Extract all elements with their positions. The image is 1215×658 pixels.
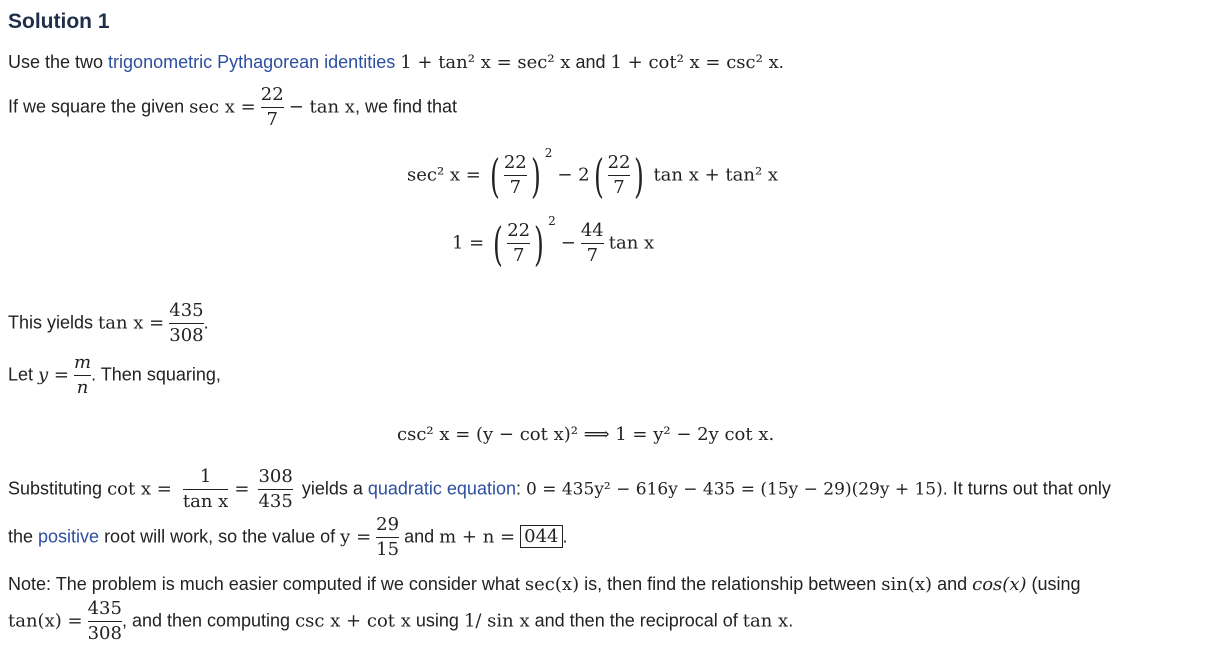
text: .	[203, 312, 209, 333]
math-quadratic: 0 = 435y² − 616y − 435 = (15y − 29)(29y + 15)	[526, 479, 943, 500]
text: . Then squaring,	[91, 364, 221, 385]
text: (using	[1026, 574, 1081, 594]
math-y: y =	[38, 364, 70, 386]
eq1-frac-2: $\frac{22}{7}$	[607, 152, 631, 198]
math-sec: sec x =	[189, 96, 256, 118]
note-line-2	[8, 598, 793, 645]
eq1-tail: tan x + tan² x	[653, 164, 779, 186]
equation-one: 1 = ( $\frac{22}{7}$ ) $^2$ − $\frac{44}{7}$ tan x	[452, 214, 655, 271]
text: the	[8, 526, 39, 547]
positive-link[interactable]: positive	[38, 526, 100, 547]
math-tan: tan x	[742, 610, 789, 632]
math-csc-cot: csc x + cot x	[295, 610, 411, 632]
math-identity-2: 1 + cot² x = csc² x	[610, 52, 779, 73]
text: root will work, so the value of	[99, 526, 341, 547]
eq2-exponent: 2	[548, 214, 556, 229]
eq1-lhs: sec² x =	[407, 164, 481, 186]
text: yields a	[296, 478, 368, 499]
answer-line	[8, 514, 568, 561]
text: and	[570, 52, 611, 72]
equation-csc-squared: csc² x = (y − cot x)² ⟹ 1 = y² − 2y cot x.	[397, 424, 775, 445]
fraction-m-n: $\frac{m}{n}$	[74, 352, 92, 398]
text: .	[778, 52, 784, 72]
given-line	[8, 84, 457, 131]
math-tan-x: tan x =	[98, 312, 165, 334]
text: This yields	[8, 312, 99, 333]
math-identity-1: 1 + tan² x = sec² x	[400, 52, 571, 73]
text: , and then computing	[121, 610, 296, 631]
quadratic-equation-link[interactable]: quadratic equation	[367, 478, 516, 499]
let-y-line	[8, 352, 221, 399]
eq2-lhs: 1 =	[452, 232, 485, 254]
math-m-plus-n: m + n =	[439, 526, 516, 548]
math-sec-x: sec(x)	[524, 574, 580, 595]
equation-sec-squared: sec² x = ( $\frac{22}{7}$ ) $^2$ − 2( $\frac{22}{7}$ ) tan x + tan² x	[407, 146, 779, 203]
substitution-line	[8, 466, 1111, 513]
text: . It turns out that only	[942, 478, 1111, 499]
math-cot: cot x =	[107, 478, 172, 500]
math-cos-x: cos(x)	[972, 574, 1027, 595]
eq2-tail: tan x	[608, 232, 655, 254]
text: , we find that	[354, 96, 457, 117]
fraction-435-308-note: $\frac{435}{308}$	[87, 598, 122, 644]
text: Substituting	[8, 478, 108, 499]
math-equals: =	[234, 478, 250, 500]
note-line-1	[8, 574, 1081, 595]
solution-heading: Solution 1	[8, 10, 110, 33]
text: and	[932, 574, 973, 594]
text: .	[788, 610, 794, 631]
text: Use the two	[8, 52, 109, 72]
eq2-frac-1: $\frac{22}{7}$	[507, 220, 531, 266]
fraction-22-7: $\frac{22}{7}$	[260, 84, 284, 130]
math-tan: − tan x	[288, 96, 355, 118]
fraction-29-15: $\frac{29}{15}$	[376, 514, 400, 560]
fraction-435-308: $\frac{435}{308}$	[169, 300, 204, 346]
fraction-1-tan: $\frac{1}{\text{tan x}}$	[182, 466, 229, 512]
eq1-exponent: 2	[544, 146, 553, 161]
text: Note: The problem is much easier computed if we consider what	[8, 574, 525, 594]
text: .	[562, 526, 568, 547]
text: using	[410, 610, 464, 631]
text: and then the reciprocal of	[529, 610, 743, 631]
math-y: y =	[340, 526, 372, 548]
math-sin-x: sin(x)	[881, 574, 933, 595]
eq1-frac-1: $\frac{22}{7}$	[503, 152, 527, 198]
math-tan-x: tan(x) =	[8, 610, 83, 632]
text: and	[404, 526, 440, 547]
text: Let	[8, 364, 39, 385]
boxed-answer: 044	[520, 525, 562, 548]
identities-line	[8, 52, 784, 73]
eq2-frac-2: $\frac{44}{7}$	[580, 220, 604, 266]
fraction-308-435: $\frac{308}{435}$	[258, 466, 293, 512]
text: If we square the given	[8, 96, 190, 117]
tan-result-line	[8, 300, 209, 347]
pythagorean-identities-link[interactable]: trigonometric Pythagorean identities	[108, 52, 396, 72]
eq2-minus: −	[560, 232, 576, 254]
text: :	[515, 478, 526, 499]
text: is, then find the relationship between	[579, 574, 882, 594]
math-one-over-sin: 1/ sin x	[463, 610, 530, 632]
eq1-mid: − 2	[557, 164, 590, 186]
